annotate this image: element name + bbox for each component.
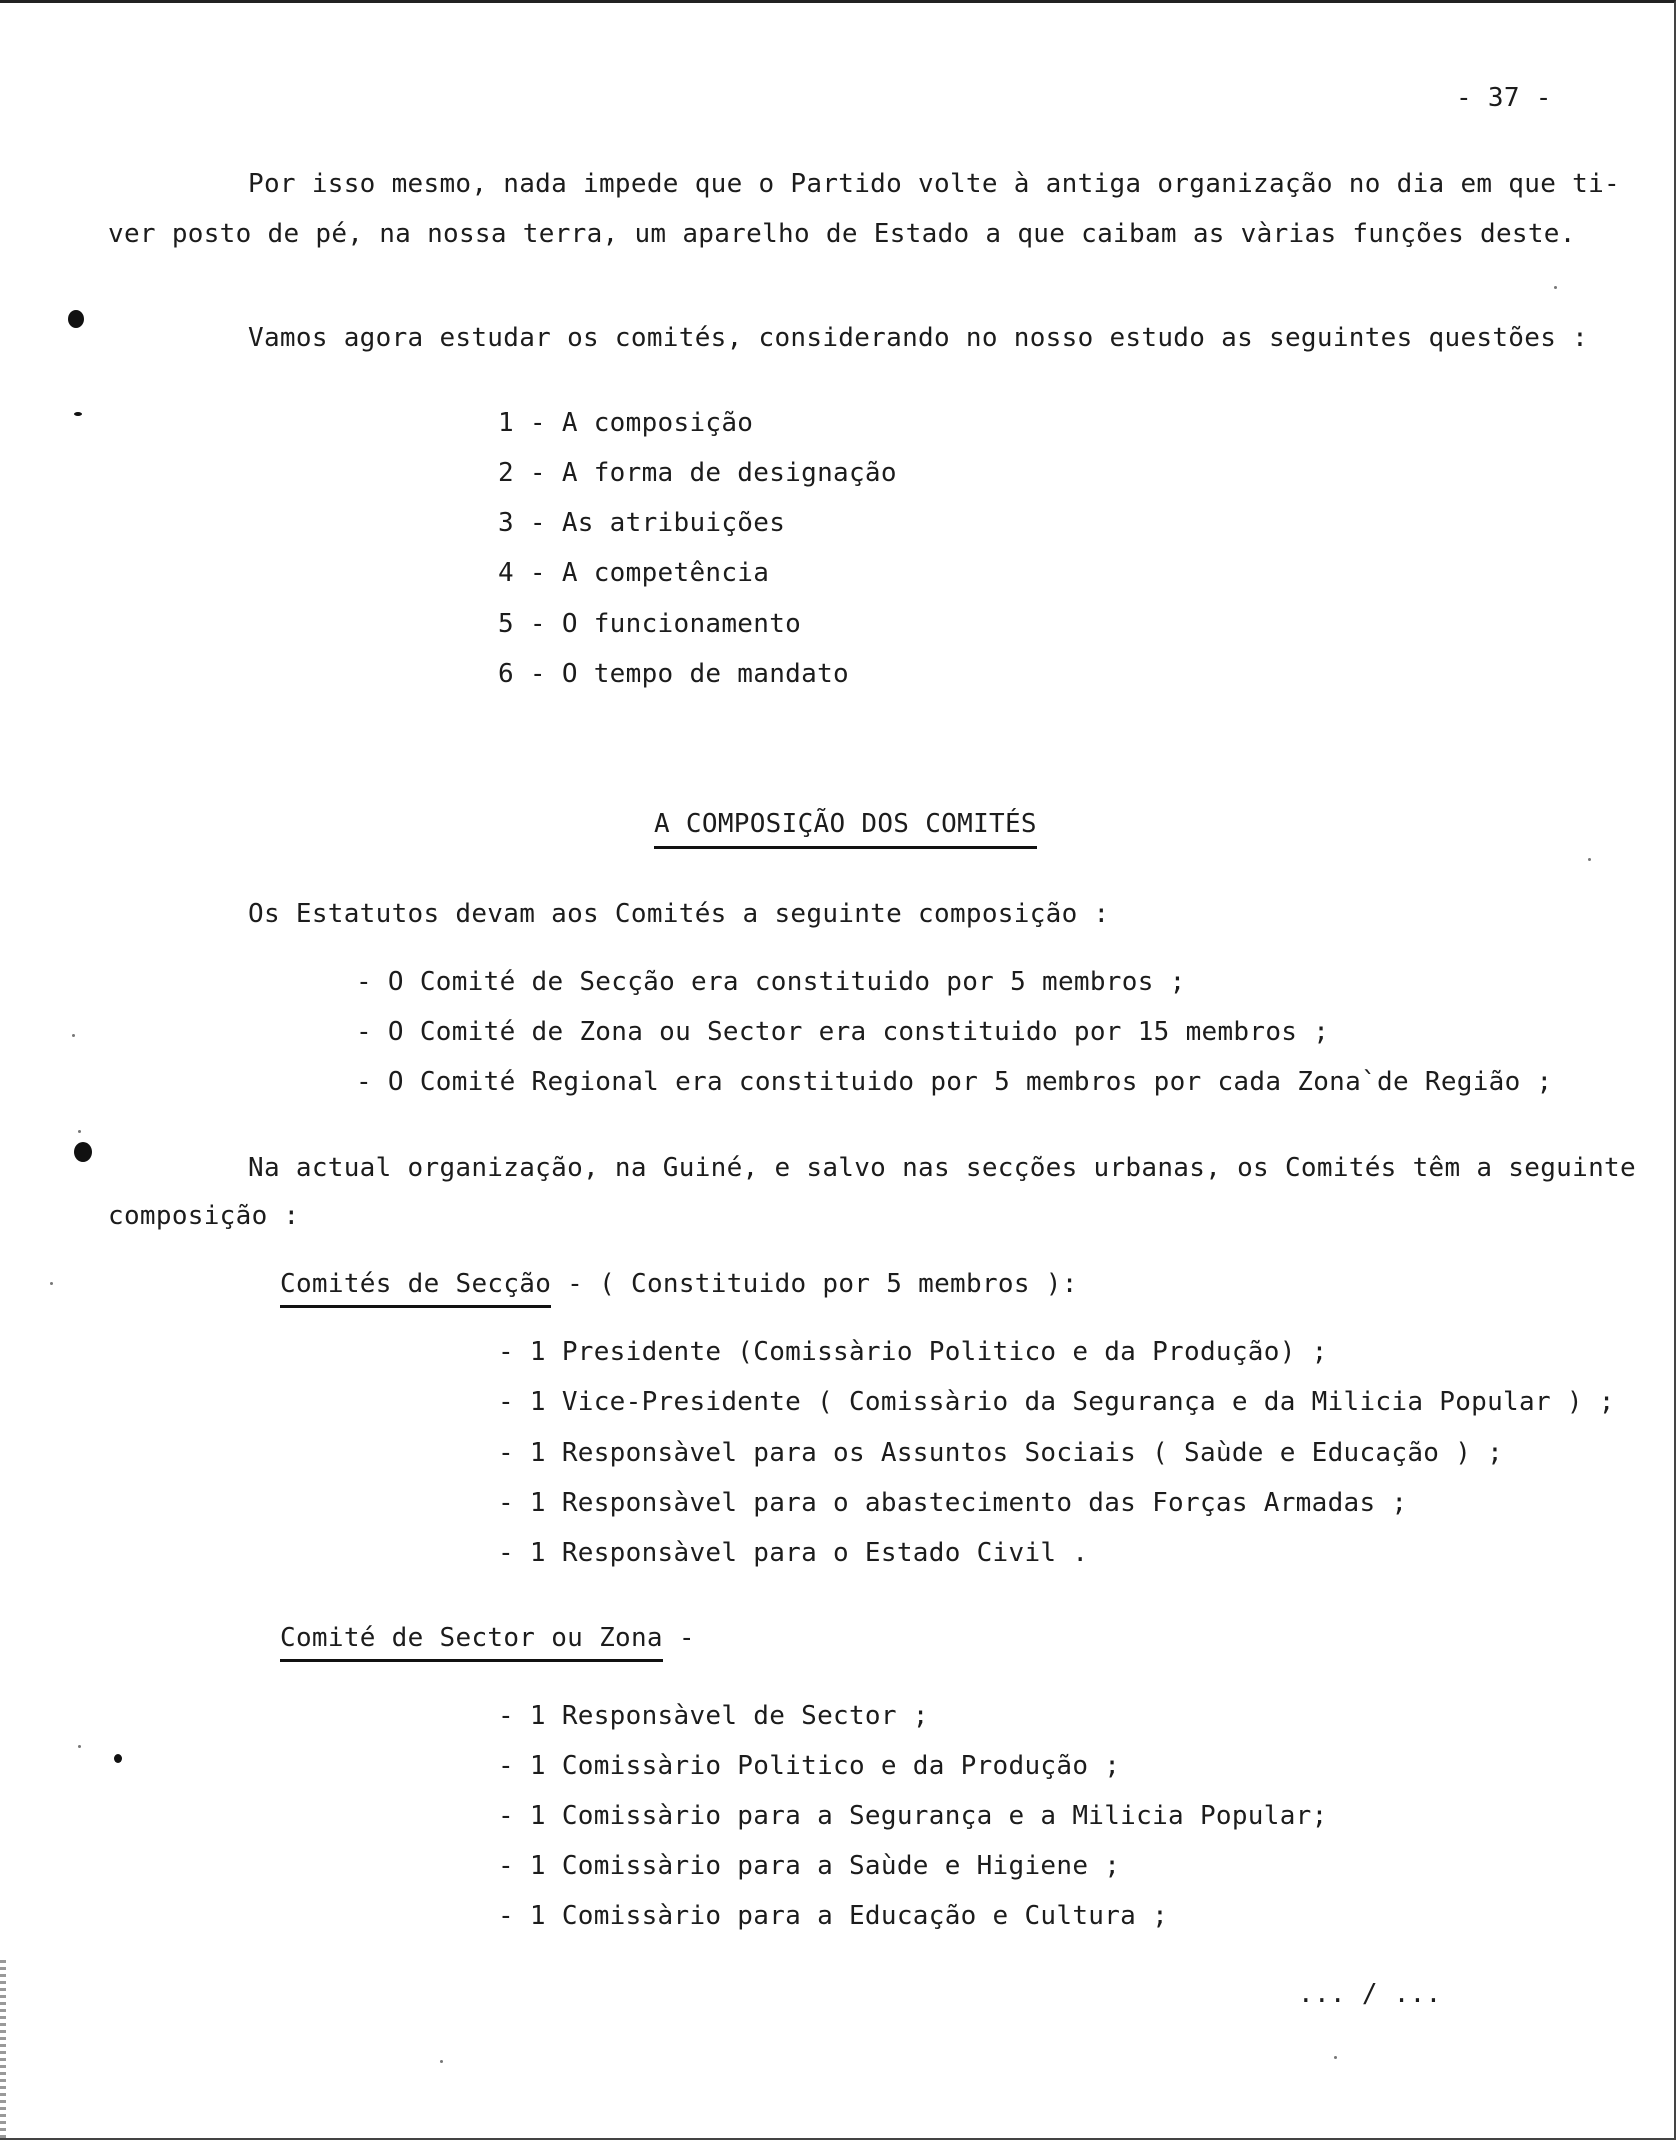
- continuation-mark: ... / ...: [1298, 1979, 1442, 2009]
- list-item: 2 - A forma de designação: [498, 458, 897, 488]
- list-item: 4 - A competência: [498, 558, 770, 588]
- margin-speck: [1554, 286, 1557, 289]
- margin-speck: [78, 1745, 81, 1748]
- list-item: 1 - A composição: [498, 408, 754, 438]
- margin-speck: [72, 1034, 75, 1037]
- list-item: - O Comité de Secção era constituido por 5 membros ;: [356, 967, 1186, 997]
- current-organization-line-2: composição :: [108, 1201, 300, 1231]
- seccao-heading-row: [280, 1268, 1078, 1300]
- list-item: - 1 Responsàvel para o abastecimento das Forças Armadas ;: [498, 1488, 1408, 1518]
- list-item: - 1 Comissàrio para a Educação e Cultura ;: [498, 1901, 1169, 1931]
- sector-heading-row: [280, 1622, 695, 1654]
- list-item: - 1 Comissàrio para a Segurança e a Milicia Popular;: [498, 1801, 1328, 1831]
- list-item: - 1 Comissàrio para a Saùde e Higiene ;: [498, 1851, 1121, 1881]
- list-item: - 1 Responsàvel para os Assuntos Sociais ( Saùde e Educação ) ;: [498, 1438, 1504, 1468]
- margin-mark: [114, 1754, 122, 1763]
- sector-heading-suffix: -: [662, 1623, 695, 1653]
- page-number: - 37 -: [1456, 83, 1552, 113]
- margin-speck: [1334, 2056, 1337, 2059]
- punch-hole-mark: [68, 310, 84, 328]
- questions-intro: Vamos agora estudar os comités, considerando no nosso estudo as seguintes questões :: [248, 323, 1589, 353]
- list-item: 3 - As atribuições: [498, 508, 786, 538]
- list-item: - 1 Presidente (Comissàrio Politico e da Produção) ;: [498, 1337, 1328, 1367]
- list-item: - 1 Comissàrio Politico e da Produção ;: [498, 1751, 1121, 1781]
- current-organization-line-1: Na actual organização, na Guiné, e salvo nas secções urbanas, os Comités têm a seguinte: [248, 1153, 1636, 1183]
- section-heading: A COMPOSIÇÃO DOS COMITÉS: [654, 808, 1037, 849]
- margin-speck: [440, 2060, 443, 2063]
- margin-speck: [1588, 858, 1591, 861]
- list-item: - 1 Responsàvel de Sector ;: [498, 1701, 929, 1731]
- seccao-heading: Comités de Secção: [280, 1269, 551, 1308]
- scan-edge-artifact: [0, 1960, 6, 2140]
- list-item: 6 - O tempo de mandato: [498, 659, 849, 689]
- punch-hole-mark: [74, 1142, 92, 1162]
- intro-line-1: Por isso mesmo, nada impede que o Partido volte à antiga organização no dia em que ti-: [248, 169, 1620, 199]
- seccao-heading-suffix: - ( Constituido por 5 membros ):: [551, 1269, 1078, 1299]
- margin-mark: [74, 412, 82, 416]
- statutes-intro: Os Estatutos devam aos Comités a seguinte composição :: [248, 899, 1110, 929]
- list-item: - 1 Responsàvel para o Estado Civil .: [498, 1538, 1089, 1568]
- list-item: 5 - O funcionamento: [498, 609, 802, 639]
- sector-heading: Comité de Sector ou Zona: [280, 1623, 663, 1662]
- list-item: - O Comité de Zona ou Sector era constituido por 15 membros ;: [356, 1017, 1330, 1047]
- margin-speck: [50, 1282, 53, 1285]
- margin-speck: [78, 1130, 81, 1133]
- intro-line-2: ver posto de pé, na nossa terra, um aparelho de Estado a que caibam as vàrias funções deste.: [108, 219, 1576, 249]
- list-item: - 1 Vice-Presidente ( Comissàrio da Segurança e da Milicia Popular ) ;: [498, 1387, 1615, 1417]
- list-item: - O Comité Regional era constituido por 5 membros por cada Zona`de Região ;: [356, 1067, 1553, 1097]
